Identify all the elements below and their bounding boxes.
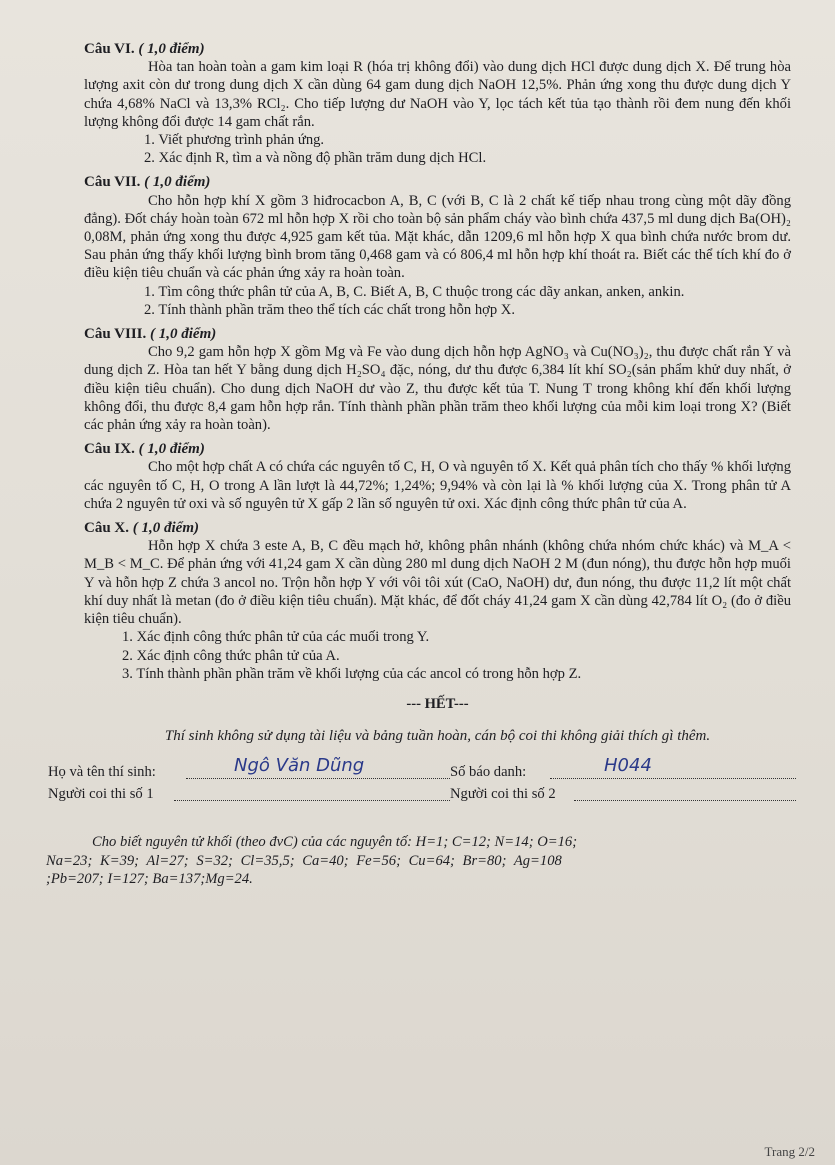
question-10-text: Hỗn hợp X chứa 3 este A, B, C đều mạch hở, không phân nhánh (không chứa nhóm chức khác) và M_A < M_B < M_C. Để phản ứng với 41,24 gam X cần dùng 280 ml dung dịch NaOH 2 M (đun nóng), thu được hỗn hợp muối Y và hỗn hợp Z chứa 3 ancol no. Trộn hỗn hợp Y với vôi tôi xút (CaO, NaOH) dư, đun nóng, thu được 11,2 lít một chất khí duy nhất là metan (đo ở điều kiện tiêu chuẩn). Mặt khác, để đốt cháy 41,24 gam X cần dùng 42,784 lít O₂ (đo ở điều kiện tiêu chuẩn). — [84, 538, 791, 628]
invigilator-2-label: Người coi thi số 2 — [450, 786, 556, 803]
sbd-label: Số báo danh: — [450, 764, 527, 781]
question-7-title: Câu VII. ( 1,0 điểm) — [84, 174, 211, 191]
question-10-item-2: 2. Xác định công thức phân tử của A. — [122, 647, 340, 664]
question-10-item-1: 1. Xác định công thức phân tử của các muối trong Y. — [122, 629, 430, 646]
atomic-mass-line-3: ;Pb=207; I=127; Ba=137;Mg=24. — [46, 870, 253, 887]
question-10-title: Câu X. ( 1,0 điểm) — [84, 520, 199, 537]
page-number: Trang 2/2 — [764, 1143, 815, 1159]
atomic-mass-block — [46, 833, 791, 888]
candidate-name-label: Họ và tên thí sinh: — [48, 764, 156, 781]
question-9-text: Cho một hợp chất A có chứa các nguyên tố C, H, O và nguyên tố X. Kết quả phân tích cho thấy % khối lượng các nguyên tố C, H, O trong A lần lượt là 44,72%; 1,24%; 9,94% và còn lại là % khối lượng của X. Trong phân tử A chứa 2 nguyên tử oxi và số nguyên tử X gấp 2 lần số nguyên tử oxi. Xác định công thức phân tử của A. — [84, 459, 791, 512]
invigilator-1-label: Người coi thi số 1 — [48, 786, 154, 803]
question-7-text: Cho hỗn hợp khí X gồm 3 hiđrocacbon A, B, C (với B, C là 2 chất kế tiếp nhau trong cùng một dãy đồng đẳng). Đốt cháy hoàn toàn 672 ml hỗn hợp X rồi cho toàn bộ sản phẩm cháy vào bình chứa 437,5 ml dung dịch Ba(OH)₂ 0,08M, phản ứng xong thu được 4,925 gam kết tủa. Mặt khác, dẫn 1209,6 ml hỗn hợp X qua bình chứa nước brom dư. Sau phản ứng thấy khối lượng bình brom tăng 0,468 gam và có 806,4 ml hỗn hợp khí thoát ra. Biết các thể tích khí đo ở điều kiện tiêu chuẩn và các phản ứng xảy ra hoàn toàn. — [84, 192, 791, 282]
question-6-text: Hòa tan hoàn toàn a gam kim loại R (hóa trị không đổi) vào dung dịch HCl được dung dịch X. Để trung hòa lượng axit còn dư trong dung dịch X cần dùng 64 gam dung dịch NaOH 12,5%. Phản ứng xong thu được dung dịch Y chứa 4,68% NaCl và 13,3% RCl₂. Cho tiếp lượng dư NaOH vào Y, lọc tách kết tủa tạo thành rồi đem nung đến khối lượng không đổi được 14 gam chất rắn. — [84, 59, 791, 130]
sbd-handwriting: H044 — [604, 755, 652, 777]
invigilator-line — [48, 785, 791, 807]
question-6-title: Câu VI. ( 1,0 điểm) — [84, 41, 205, 57]
question-8-text: Cho 9,2 gam hỗn hợp X gồm Mg và Fe vào dung dịch hỗn hợp AgNO₃ và Cu(NO₃)₂, thu được chất rắn Y và dung dịch Z. Hòa tan hết Y bằng dung dịch H₂SO₄ đặc, nóng, dư thu được 6,384 lít khí SO₂(sản phẩm khử duy nhất, ở điều kiện tiêu chuẩn). Cho dung dịch NaOH dư vào Z, thu được kết tủa T. Nung T trong không khí đến khối lượng không đổi, thu được 8,4 gam hỗn hợp rắn. Tính thành phần phần trăm theo khối lượng của mỗi kim loại trong X? (Biết các phản ứng xảy ra hoàn toàn). — [84, 344, 791, 434]
end-marker: --- HẾT--- — [406, 695, 469, 712]
sbd-dots — [550, 763, 796, 779]
atomic-mass-line-2: Na=23; K=39; Al=27; S=32; Cl=35,5; Ca=40; Fe=56; Cu=64; Br=80; Ag=108 — [46, 852, 562, 869]
atomic-mass-line-1: Cho biết nguyên tử khối (theo đvC) của các nguyên tố: H=1; C=12; N=14; O=16; — [92, 834, 578, 851]
question-9-title: Câu IX. ( 1,0 điểm) — [84, 441, 205, 458]
question-8-title: Câu VIII. ( 1,0 điểm) — [84, 326, 217, 343]
question-10-item-3: 3. Tính thành phần phần trăm về khối lượng của các ancol có trong hỗn hợp Z. — [122, 665, 582, 682]
question-6-item-1: 1. Viết phương trình phản ứng. — [144, 132, 325, 149]
question-7-item-1: 1. Tìm công thức phân tử của A, B, C. Biết A, B, C thuộc trong các dãy ankan, anken, ankin. — [144, 283, 685, 300]
candidate-info-line — [48, 755, 791, 785]
exam-note: Thí sinh không sử dụng tài liệu và bảng tuần hoàn, cán bộ coi thi không giải thích gì thêm. — [164, 728, 711, 745]
question-7-item-2: 2. Tính thành phần trăm theo thể tích các chất trong hỗn hợp X. — [144, 301, 515, 318]
question-6-item-2: 2. Xác định R, tìm a và nồng độ phần trăm dung dịch HCl. — [144, 150, 487, 167]
invigilator-2-dots — [574, 785, 796, 801]
candidate-name-handwriting: Ngô Văn Dũng — [234, 755, 365, 777]
invigilator-1-dots — [174, 785, 450, 801]
